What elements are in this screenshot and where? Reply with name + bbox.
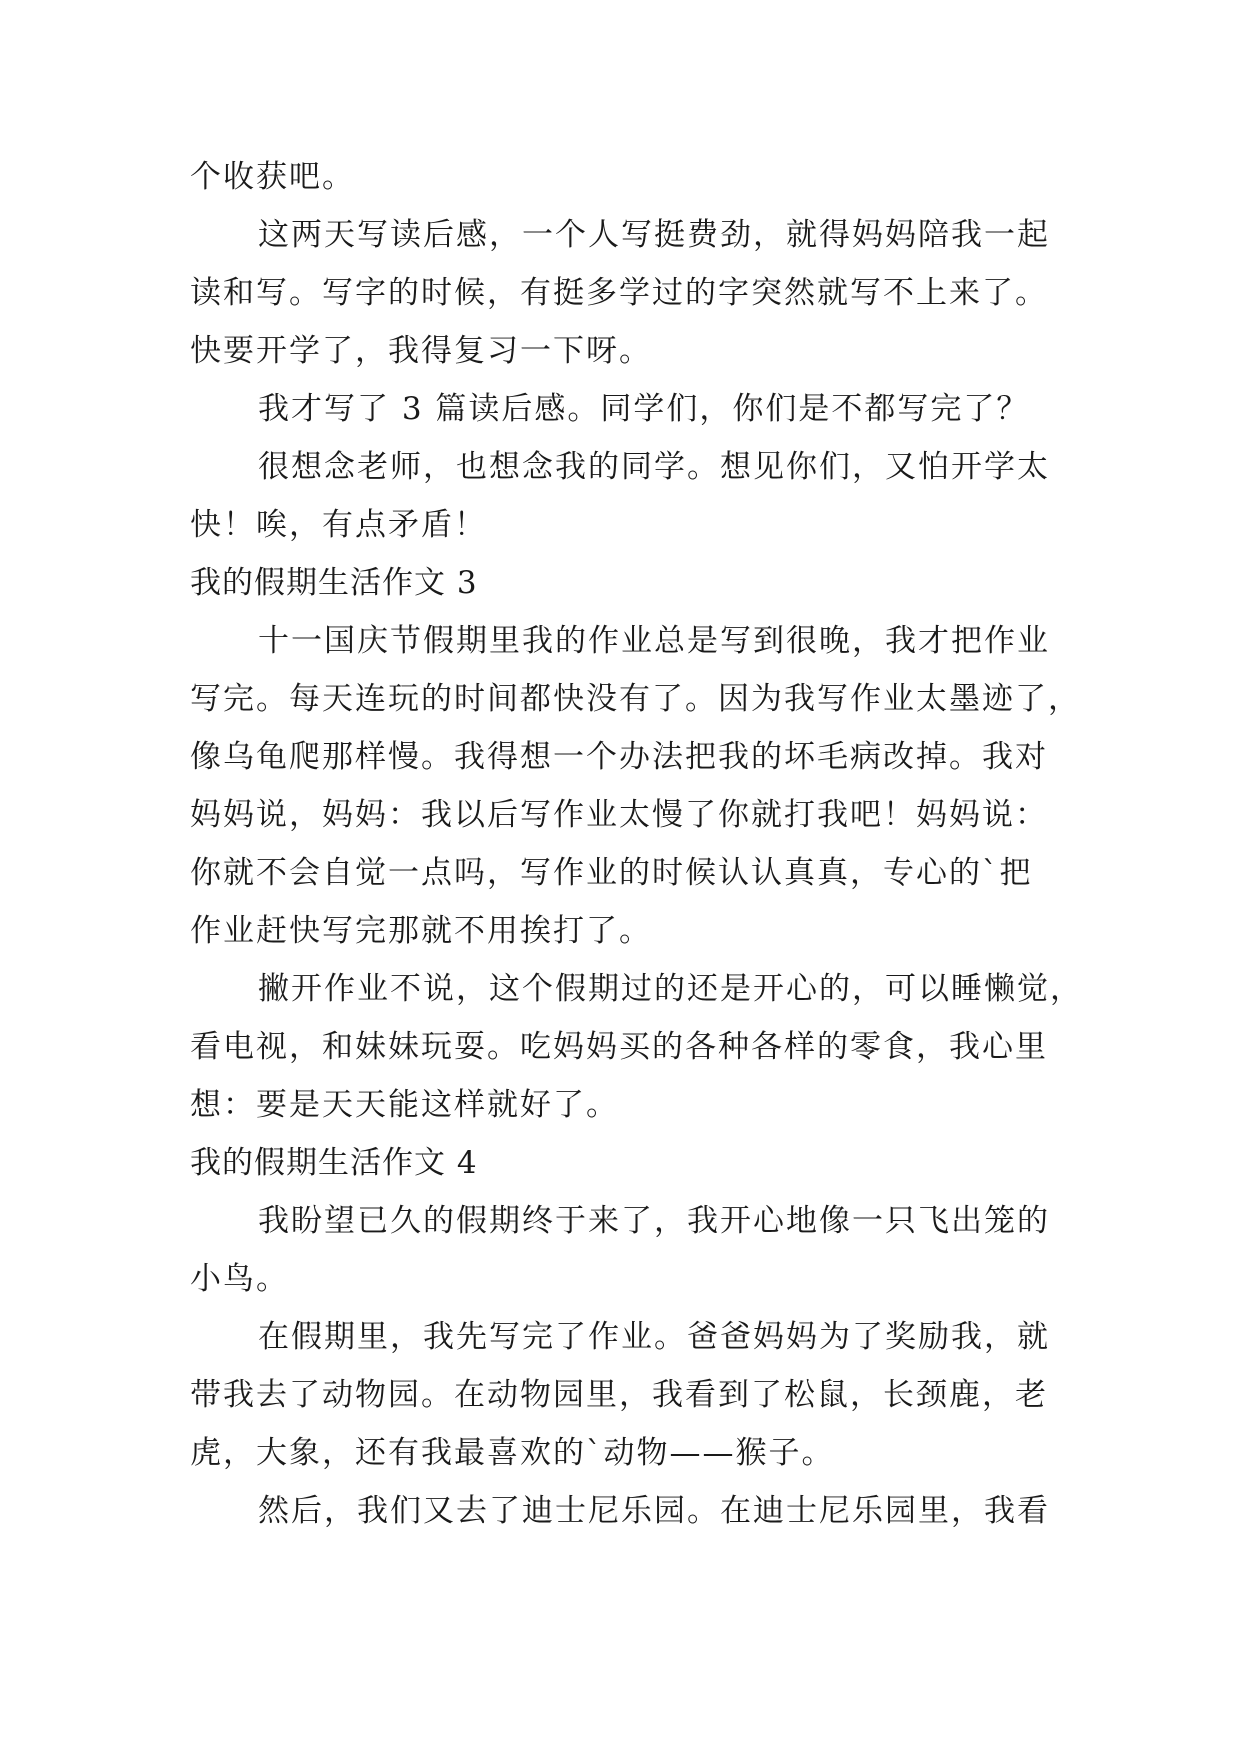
text-line: 妈妈说，妈妈：我以后写作业太慢了你就打我吧！妈妈说： bbox=[190, 797, 1048, 833]
paragraph-first-line: 然后，我们又去了迪士尼乐园。在迪士尼乐园里，我看 bbox=[258, 1493, 1050, 1529]
text-line: 想：要是天天能这样就好了。 bbox=[190, 1087, 619, 1123]
paragraph-first-line: 我才写了 3 篇读后感。同学们，你们是不都写完了？ bbox=[258, 391, 1030, 427]
text-line: 个收获吧。 bbox=[190, 159, 355, 195]
document-page bbox=[190, 148, 1083, 1540]
paragraph-first-line: 这两天写读后感，一个人写挺费劲，就得妈妈陪我一起 bbox=[258, 217, 1050, 253]
paragraph-first-line: 很想念老师，也想念我的同学。想见你们，又怕开学太 bbox=[258, 449, 1050, 485]
text-line: 看电视，和妹妹玩耍。吃妈妈买的各种各样的零食，我心里 bbox=[190, 1029, 1048, 1065]
text-line: 带我去了动物园。在动物园里，我看到了松鼠，长颈鹿，老 bbox=[190, 1377, 1048, 1413]
text-line: 作业赶快写完那就不用挨打了。 bbox=[190, 913, 652, 949]
text-line: 像乌龟爬那样慢。我得想一个办法把我的坏毛病改掉。我对 bbox=[190, 739, 1048, 775]
section-heading: 我的假期生活作文 3 bbox=[190, 565, 478, 601]
paragraph-first-line: 撇开作业不说，这个假期过的还是开心的，可以睡懒觉， bbox=[258, 971, 1083, 1007]
text-line: 虎，大象，还有我最喜欢的`动物——猴子。 bbox=[190, 1435, 835, 1471]
text-line: 快！唉，有点矛盾！ bbox=[190, 507, 487, 543]
text-line: 快要开学了，我得复习一下呀。 bbox=[190, 333, 652, 369]
text-line: 你就不会自觉一点吗，写作业的时候认认真真，专心的`把 bbox=[190, 855, 1033, 891]
paragraph-first-line: 在假期里，我先写完了作业。爸爸妈妈为了奖励我，就 bbox=[258, 1319, 1050, 1355]
paragraph-first-line: 十一国庆节假期里我的作业总是写到很晚，我才把作业 bbox=[258, 623, 1050, 659]
text-line: 写完。每天连玩的时间都快没有了。因为我写作业太墨迹了， bbox=[190, 681, 1081, 717]
paragraph-first-line: 我盼望已久的假期终于来了，我开心地像一只飞出笼的 bbox=[258, 1203, 1050, 1239]
section-heading: 我的假期生活作文 4 bbox=[190, 1145, 478, 1181]
text-line: 小鸟。 bbox=[190, 1261, 289, 1297]
text-line: 读和写。写字的时候，有挺多学过的字突然就写不上来了。 bbox=[190, 275, 1048, 311]
